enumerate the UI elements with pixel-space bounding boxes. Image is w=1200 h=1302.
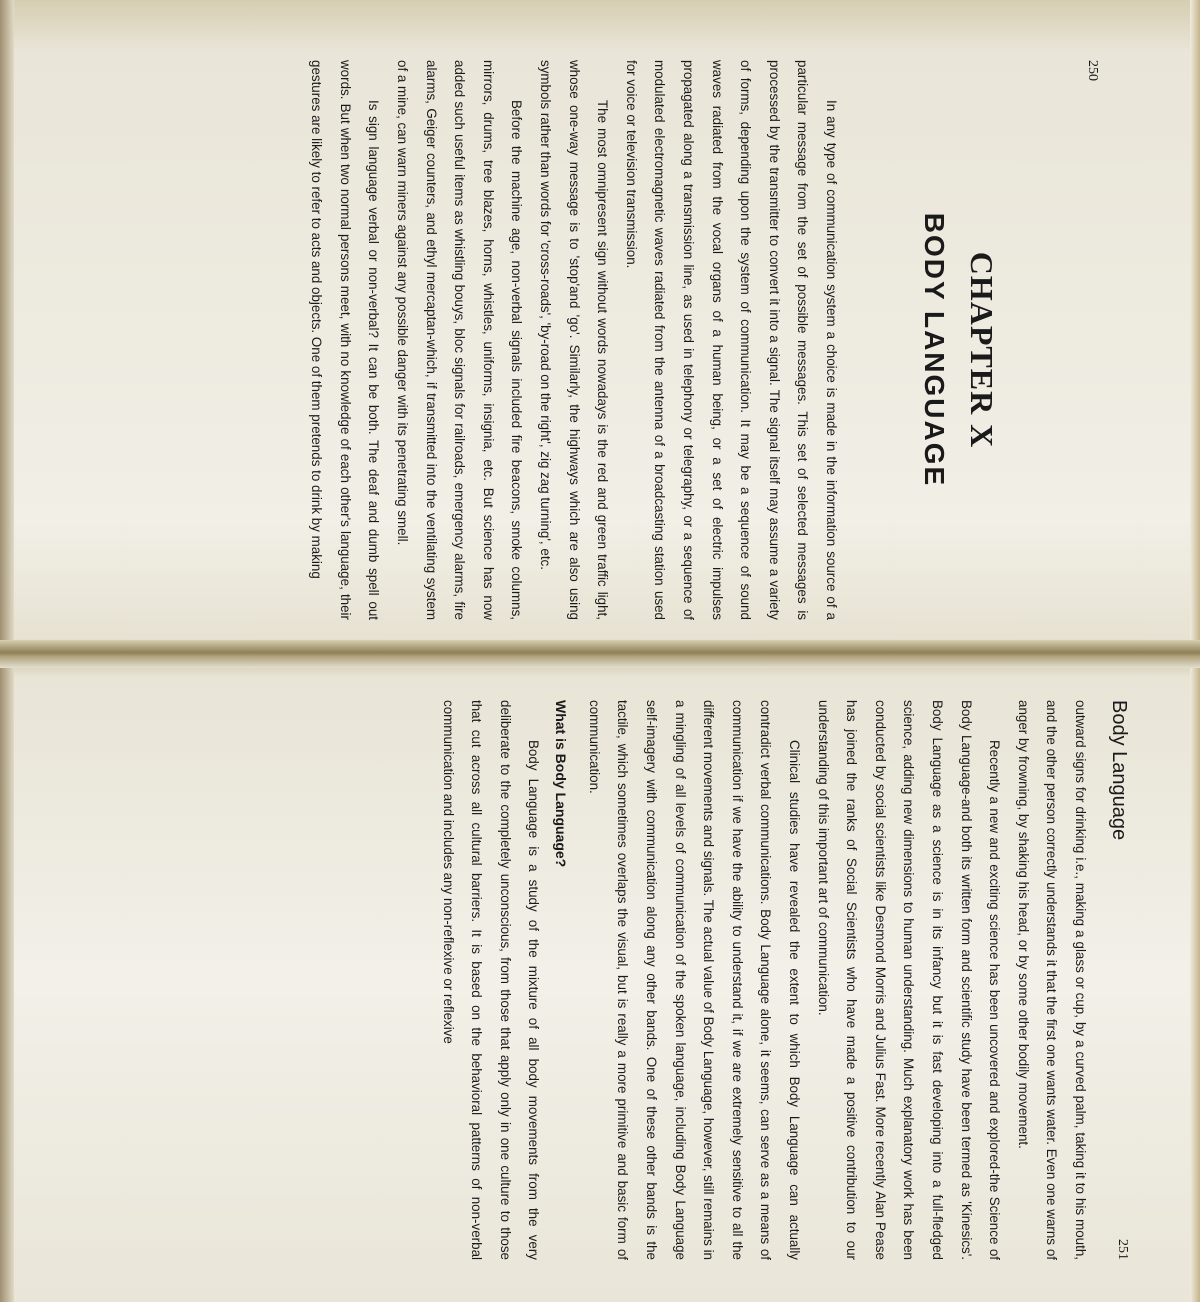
paragraph: In any type of communication system a choice is made in the information source of a particular message from the set of possible messages. This set of selected messages is processed by the transmitter to convert it into a signal. The signal itself may assume a variety of forms, depending upon the system of communication. It may be a sequence of sound waves radiated from the vocal organs of a human being, or a set of electric impulses propagated along a transmission line, as used in telephony or telegraphy, or a sequence of modulated electromagnetic waves radiated from the antenna of a broadcasting station used for voice or television transmission. — [623, 60, 839, 620]
running-head: Body Language — [1108, 700, 1130, 841]
paragraph: Body Language is a study of the mixture of all body movements from the very deliberate to the completely unconscious, from those that apply only in one culture to those that cut across all cultural barriers. It is based on the behavioral patterns of non-verbal communication and includes any non-reflexive or reflexive — [440, 700, 542, 1260]
body-text — [433, 700, 1094, 1260]
page-251 — [50, 700, 1130, 1280]
page-number: 251 — [1115, 1239, 1130, 1260]
section-heading: What is Body Language? — [553, 700, 570, 868]
chapter-title: BODY LANGUAGE — [919, 212, 950, 488]
page-250 — [50, 60, 1100, 640]
paragraph: Is sign language verbal or non-verbal? It can be both. The deaf and dumb spell out words. But when two normal persons meet, with no knowledge of each other's language, their gestures are likely to refer to acts and objects. One of them pretends to drink by making — [309, 60, 382, 620]
paragraph: Clinical studies have revealed the extent to which Body Language can actually contradict verbal communications. Body Language alone, it seems, can serve as a means of communication if we have the ability to understand it, if we are extremely sensitive to all the different movements and signals. The actual value of Body Language, however, still remains in a mingling of all levels of communication of the spoken language, including Body Language self-imagery with communication along any other bands. One of these other bands is the tactile, which sometimes overlaps the visual, but is really a more primitive and basic form of communication. — [586, 700, 803, 1261]
page-number: 250 — [1085, 60, 1100, 81]
paragraph: Recently a new and exciting science has been uncovered and explored-the Science of Body Language-and both its written form and scientific study have been termed as 'Kinesics'. Body Language as a science is in its infancy but it is fast developing into a full-fledged science, adding new dimensions to human understanding. Much explanatory work has been conducted by social scientists like Desmond Morris and Julius Fast. More recently Alan Pease has joined the ranks of Social Scientists who have made a positive contribution to our understanding of this important art of communication. — [815, 700, 1003, 1260]
paragraph: The most omnipresent sign without words nowadays is the red and green traffic light, whose one-way message is to 'stop'and 'go'. Similarly, the highways which are also using symbols rather than words for 'cross-roads', 'by-road on the right', zig zag turning', etc. — [538, 60, 611, 620]
body-text — [302, 60, 845, 620]
paragraph: outward signs for drinking i.e., making a glass or cup, by a curved palm, taking it to his mouth, and the other person correctly understands it that the first one wants water. Even one warns of anger by frowning, by shaking his head, or by some other bodily movement. — [1015, 700, 1088, 1260]
book-spine — [0, 640, 1200, 668]
chapter-label: CHAPTER X — [964, 251, 1000, 449]
paragraph: Before the machine age, non-verbal signals included fire beacons, smoke columns, mirrors, drums, tree blazes, horns, whistles, uniforms, insignia, etc. But science has now added such useful items as whistling bouys, bloc signals for railroads, emergency alarms, fire alarms, Geiger counters, and ethyl mercaptan-which, if transmitted into the ventilating system of a mine, can warn miners against any possible danger with its penetrating smell. — [395, 60, 525, 620]
